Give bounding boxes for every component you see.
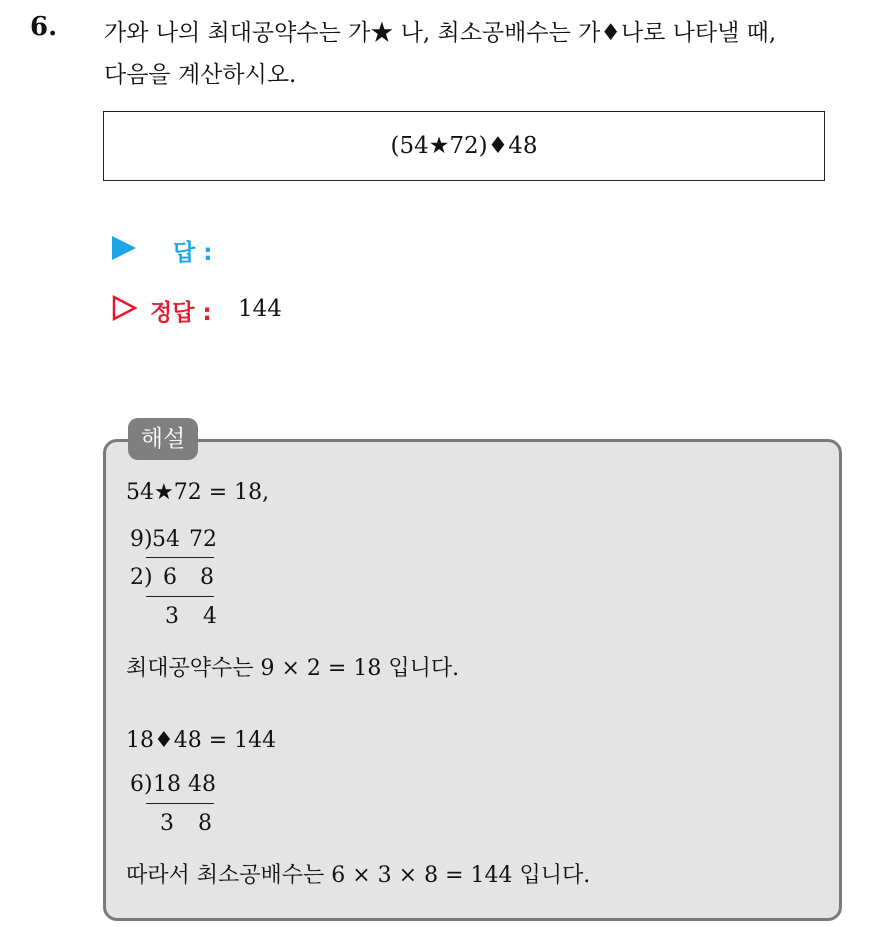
division-quotient: 3: [165, 604, 179, 629]
expression: (54★72)♦48: [390, 133, 538, 159]
division-number: 48: [188, 772, 216, 797]
question-text-line2: 다음을 계산하시오.: [104, 62, 297, 88]
play-triangle-icon: [112, 236, 136, 260]
division-quotient: 3: [160, 811, 174, 836]
division-line: [146, 557, 214, 558]
gcd-equation: 54★72 = 18,: [126, 480, 270, 505]
division-number: 8: [200, 565, 214, 590]
correct-answer-label: 정답 :: [150, 300, 212, 326]
outline-triangle-icon: [112, 295, 138, 321]
division-number: 72: [189, 527, 217, 552]
division-number: 6: [163, 565, 177, 590]
division-number: 54: [152, 527, 180, 552]
correct-answer-value: 144: [238, 296, 282, 322]
division-line: [146, 596, 214, 597]
answer-label: 답 :: [173, 240, 213, 266]
solution-tab: 해설: [128, 418, 198, 460]
division-quotient: 8: [198, 811, 212, 836]
lcm-conclusion: 따라서 최소공배수는 6 × 3 × 8 = 144 입니다.: [126, 863, 591, 888]
division-divisor: 6): [130, 772, 153, 797]
division-number: 18: [153, 772, 181, 797]
question-number: 6.: [30, 12, 58, 42]
division-quotient: 4: [203, 604, 217, 629]
division-divisor: 2): [130, 565, 153, 590]
gcd-conclusion: 최대공약수는 9 × 2 = 18 입니다.: [126, 656, 460, 681]
expression-box: [103, 111, 825, 181]
question-text-line1: 가와 나의 최대공약수는 가★ 나, 최소공배수는 가♦나로 나타낼 때,: [104, 20, 777, 46]
division-divisor: 9): [130, 527, 153, 552]
lcm-equation: 18♦48 = 144: [126, 728, 277, 753]
division-line: [146, 803, 214, 804]
